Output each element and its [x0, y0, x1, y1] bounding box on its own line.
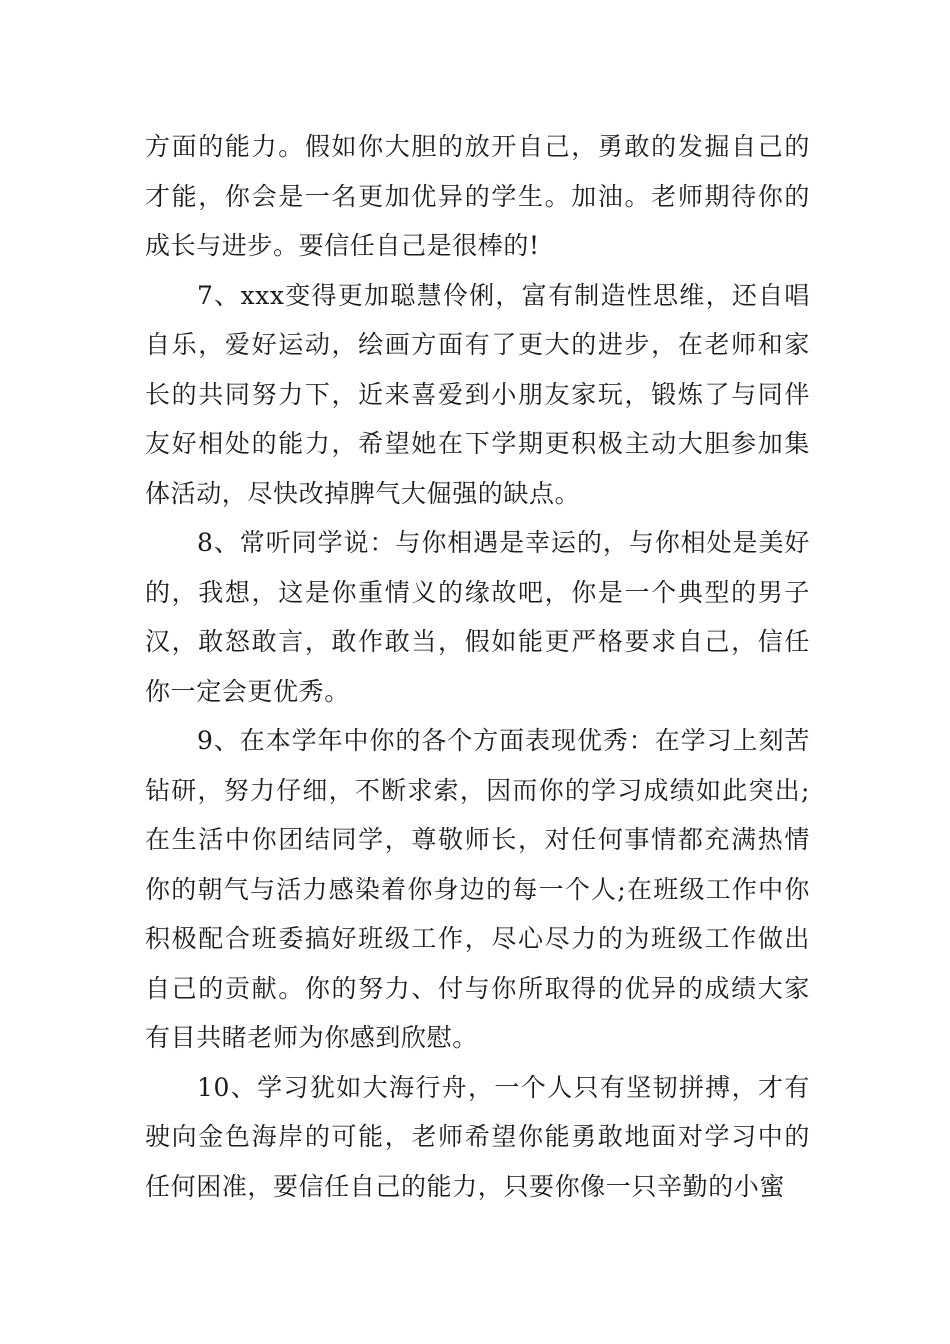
paragraph-8: 8、常听同学说：与你相遇是幸运的，与你相处是美好的，我想，这是你重情义的缘故吧，你是一个典型的男子汉，敢怒敢言，敢作敢当，假如能更严格要求自己，信任你一定会更优秀。	[145, 528, 810, 706]
paragraph-10: 10、学习犹如大海行舟，一个人只有坚韧拼搏，才有驶向金色海岸的可能，老师希望你能勇敢地面对学习中的任何困准，要信任自己的能力，只要你像一只辛勤的小蜜	[145, 1072, 810, 1201]
paragraph-9: 9、在本学年中你的各个方面表现优秀：在学习上刻苦钻研，努力仔细，不断求索，因而你的学习成绩如此突出;在生活中你团结同学，尊敬师长，对任何事情都充满热情你的朝气与活力感染着你身边的每一个人;在班级工作中你积极配合班委搞好班级工作，尽心尽力的为班级工作做出自己的贡献。你的努力、付与你所取得的优异的成绩大家有目共睹老师为你感到欣慰。	[145, 726, 810, 1052]
paragraph-1: 方面的能力。假如你大胆的放开自己，勇敢的发掘自己的才能，你会是一名更加优异的学生。加油。老师期待你的成长与进步。要信任自己是很棒的!	[145, 132, 810, 260]
paragraph-7: 7、xxx变得更加聪慧伶俐，富有制造性思维，还自唱自乐，爱好运动，绘画方面有了更大的进步，在老师和家长的共同努力下，近来喜爱到小朋友家玩，锻炼了与同伴友好相处的能力，希望她在下学期更积极主动大胆参加集体活动，尽快改掉脾气大倔强的缺点。	[145, 280, 810, 508]
document-body	[145, 122, 810, 1211]
